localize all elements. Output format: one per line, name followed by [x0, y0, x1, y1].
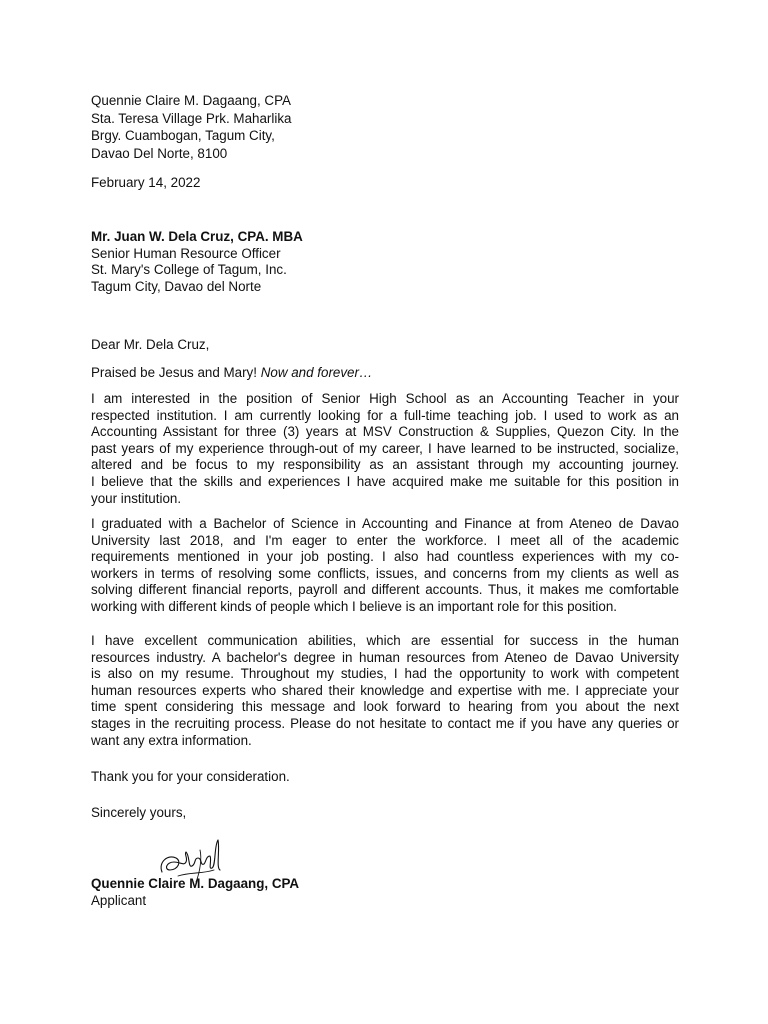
sender-address-line1: Sta. Teresa Village Prk. Maharlika: [91, 110, 292, 126]
sender-name: Quennie Claire M. Dagaang, CPA: [91, 93, 291, 108]
paragraph-line: I believe that the skills and experiences I have acquired make me suitable for this position in: [91, 473, 679, 489]
paragraph-3: [91, 633, 679, 749]
signature-block: [91, 876, 679, 909]
paragraph-line: I am interested in the position of Senior High School as an Accounting Teacher in your: [91, 391, 679, 406]
paragraph-line: Accounting Assistant for three (3) years at MSV Construction & Supplies, Quezon City. In the: [91, 424, 679, 440]
paragraph-line: want any extra information.: [91, 732, 252, 748]
paragraph-line: respected institution. I am currently looking for a full-time teaching job. I used to work as an: [91, 407, 679, 423]
paragraph-line: resources industry. A bachelor's degree in human resources from Ateneo de Davao University: [91, 649, 679, 665]
paragraph-line: workers in terms of resolving some conflicts, issues, and concerns from my clients as well as: [91, 565, 679, 581]
paragraph-line: time spent considering this message and look forward to hearing from you about the next: [91, 699, 679, 715]
salutation: Dear Mr. Dela Cruz,: [91, 337, 210, 352]
greeting-italic-text: Now and forever…: [260, 365, 373, 380]
recipient-location: Tagum City, Davao del Norte: [91, 278, 262, 294]
sender-address-line3: Davao Del Norte, 8100: [91, 145, 228, 161]
thank-you-line: Thank you for your consideration.: [91, 769, 290, 784]
recipient-name: Mr. Juan W. Dela Cruz, CPA. MBA: [91, 229, 303, 244]
paragraph-line: working with different kinds of people which I believe is an important role for this position.: [91, 598, 617, 614]
paragraph-line: I have excellent communication abilities, which are essential for success in the human: [91, 633, 679, 648]
paragraph-line: requirements mentioned in your job posting. I also had countless experiences with my co-: [91, 549, 679, 565]
recipient-address: [91, 229, 679, 295]
sender-address-line2: Brgy. Cuambogan, Tagum City,: [91, 128, 275, 143]
paragraph-line: I graduated with a Bachelor of Science in Accounting and Finance at from Ateneo de Davao: [91, 516, 679, 531]
greeting: [91, 364, 679, 382]
paragraph-line: is also on my resume. Throughout my studies, I had the opportunity to work with competent: [91, 666, 679, 682]
paragraph-line: human resources experts who shared their knowledge and expertise with me. I appreciate your: [91, 682, 679, 698]
sender-address: [91, 92, 679, 162]
greeting-text: Praised be Jesus and Mary!: [91, 365, 261, 380]
closing-line: Sincerely yours,: [91, 805, 187, 820]
paragraph-line: University last 2018, and I'm eager to enter the workforce. I meet all of the academic: [91, 532, 679, 548]
signer-role: Applicant: [91, 892, 147, 908]
paragraph-line: your institution.: [91, 490, 182, 506]
paragraph-line: altered and be focus to my responsibility as an assistant through my accounting journey.: [91, 457, 679, 473]
paragraph-line: solving different financial reports, payroll and different accounts. Thus, it makes me comfortable: [91, 582, 679, 598]
paragraph-2: [91, 516, 679, 616]
recipient-title: Senior Human Resource Officer: [91, 245, 281, 261]
paragraph-line: stages in the recruiting process. Please do not hesitate to contact me if you have any queries or: [91, 715, 679, 731]
paragraph-1: [91, 391, 679, 507]
signer-name: Quennie Claire M. Dagaang, CPA: [91, 876, 300, 891]
recipient-organization: St. Mary's College of Tagum, Inc.: [91, 262, 287, 277]
paragraph-line: past years of my experience through-out of my career, I have learned to be instructed, socialize,: [91, 440, 679, 456]
letter-date: February 14, 2022: [91, 175, 201, 190]
